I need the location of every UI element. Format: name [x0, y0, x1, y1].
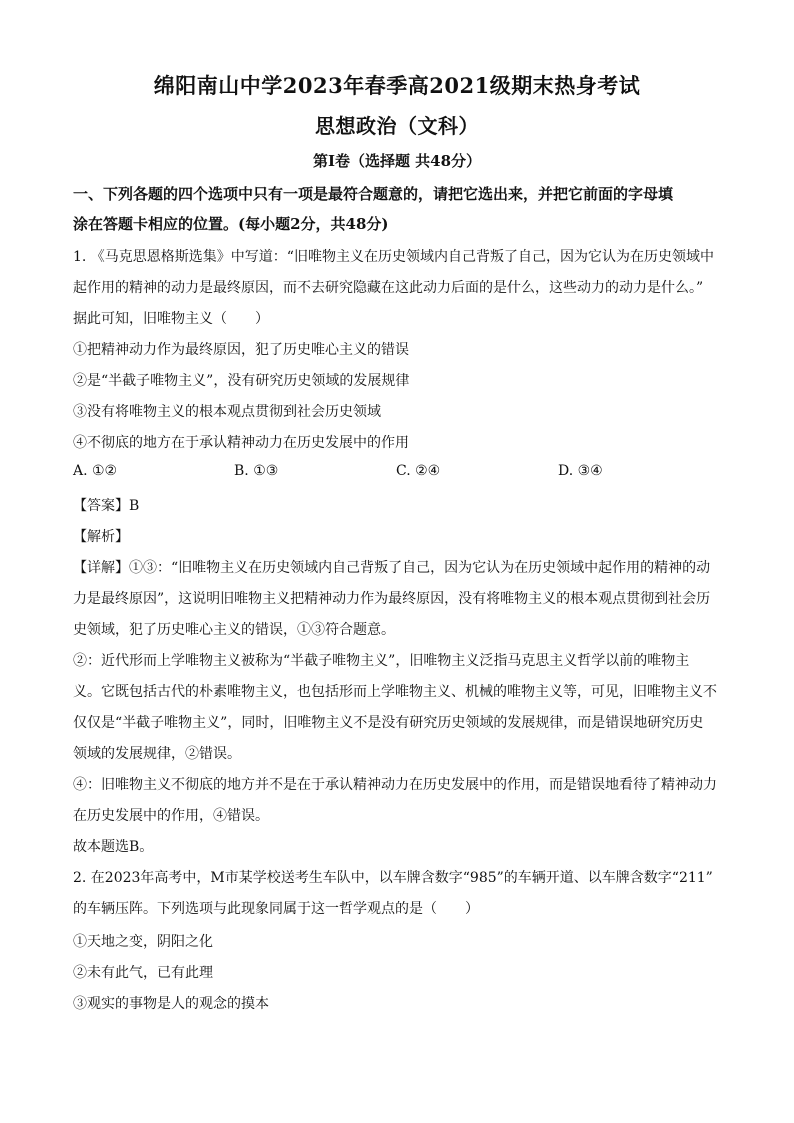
q1-stem-line-3: 据此可知，旧唯物主义（ ） [73, 311, 269, 327]
q1-statement-4: ④不彻底的地方在于承认精神动力在历史发展中的作用 [73, 435, 409, 451]
q1-conclusion: 故本题选B。 [73, 839, 154, 855]
q1-detail-line-6: 仅仅是“半截子唯物主义”，同时，旧唯物主义不是没有研究历史领域的发展规律，而是错误地研究历史 [73, 715, 704, 731]
q1-detail-line-4: ②：近代形而上学唯物主义被称为“半截子唯物主义”，旧唯物主义泛指马克思主义哲学以前的唯物主 [73, 653, 690, 669]
instructions-line-1: 一、下列各题的四个选项中只有一项是最符合题意的，请把它选出来，并把它前面的字母填 [73, 185, 674, 203]
q1-statement-2: ②是“半截子唯物主义”，没有研究历史领域的发展规律 [73, 373, 410, 389]
q2-stem-line-2: 的车辆压阵。下列选项与此现象同属于这一哲学观点的是（ ） [73, 901, 479, 917]
q2-statement-2: ②未有此气，已有此理 [73, 965, 213, 981]
q2-statement-1: ①天地之变，阴阳之化 [73, 934, 213, 950]
section-heading: 第Ⅰ卷（选择题 共48分） [312, 152, 482, 170]
q2-statement-3: ③观实的事物是人的观念的摸本 [73, 996, 269, 1012]
q1-detail-line-9: 在历史发展中的作用，④错误。 [73, 808, 269, 824]
q1-option-d: D. ③④ [558, 463, 603, 479]
q1-detail-line-3: 史领域，犯了历史唯心主义的错误，①③符合题意。 [73, 622, 395, 638]
instructions-line-2: 涂在答题卡相应的位置。(每小题2分，共48分) [73, 215, 389, 233]
q1-option-b: B. ①③ [234, 463, 279, 479]
q1-option-a: A. ①② [73, 463, 118, 479]
q1-stem-line-1: 1. 《马克思恩格斯选集》中写道：“旧唯物主义在历史领域内自己背叛了自己，因为它认为在历史领域中 [73, 249, 714, 265]
q1-answer: 【答案】B [73, 498, 140, 514]
q1-option-c: C. ②④ [396, 463, 441, 479]
q1-analysis-heading: 【解析】 [73, 529, 129, 545]
q1-detail-line-5: 义。它既包括古代的朴素唯物主义，也包括形而上学唯物主义、机械的唯物主义等，可见，旧唯物主义不 [73, 684, 717, 700]
q1-detail-line-8: ④：旧唯物主义不彻底的地方并不是在于承认精神动力在历史发展中的作用，而是错误地看待了精神动力 [73, 777, 717, 793]
exam-title: 绵阳南山中学2023年春季高2021级期末热身考试 [153, 73, 641, 98]
q2-stem-line-1: 2. 在2023年高考中，M市某学校送考生车队中，以车牌含数字“985”的车辆开道、以车牌含数字“211” [73, 870, 713, 886]
exam-subject: 思想政治（文科） [315, 114, 479, 138]
q1-statement-3: ③没有将唯物主义的根本观点贯彻到社会历史领域 [73, 404, 381, 420]
q1-detail-line-7: 领域的发展规律，②错误。 [73, 746, 241, 762]
q1-stem-line-2: 起作用的精神的动力是最终原因，而不去研究隐藏在这此动力后面的是什么，这些动力的动力是什么。” [73, 280, 704, 296]
q1-detail-line-2: 力是最终原因”，这说明旧唯物主义把精神动力作为最终原因，没有将唯物主义的根本观点贯彻到社会历 [73, 591, 711, 607]
q1-detail-line-1: 【详解】①③：“旧唯物主义在历史领域内自己背叛了自己，因为它认为在历史领域中起作用的精神的动 [73, 560, 711, 576]
q1-statement-1: ①把精神动力作为最终原因，犯了历史唯心主义的错误 [73, 342, 409, 358]
